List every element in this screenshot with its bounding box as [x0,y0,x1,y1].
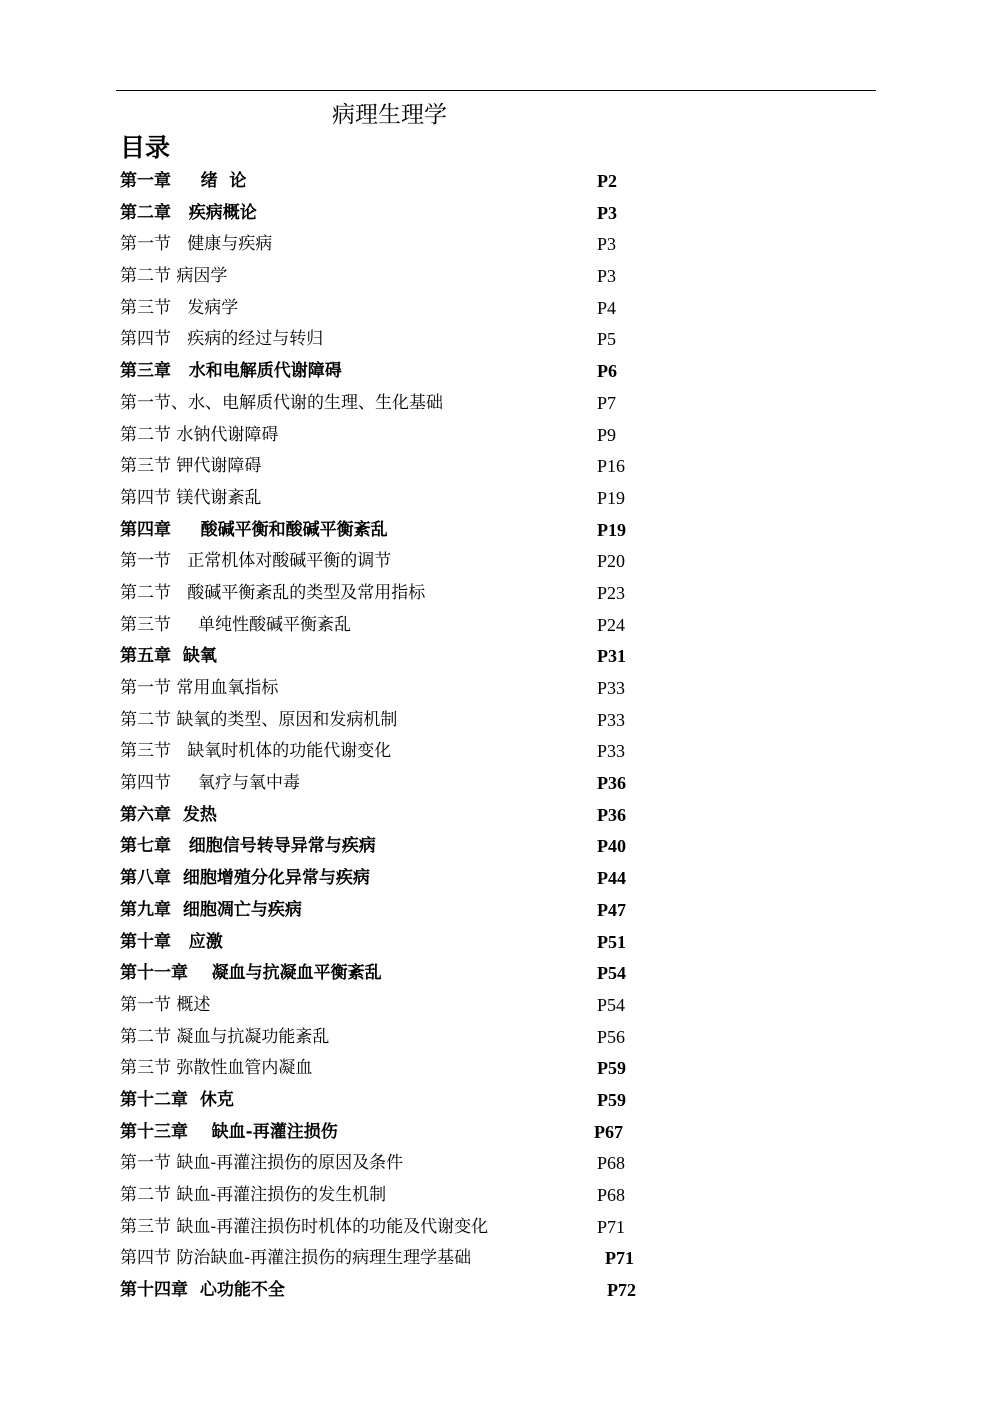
toc-entry-page: P56 [597,1026,626,1047]
toc-entry-page: P33 [597,709,626,730]
toc-entry-label: 第四节 镁代谢紊乱 [120,487,262,508]
toc-entry-page: P24 [597,614,626,635]
toc-entry-label: 第十章 应激 [120,931,223,952]
toc-section-entry [120,1148,680,1180]
toc-entry-label: 第一节 缺血-再灌注损伤的原因及条件 [120,1153,404,1174]
toc-entry-page: P23 [597,582,626,603]
toc-entry-page: P33 [597,678,626,698]
toc-entry-page: P59 [597,1058,626,1079]
toc-section-entry [120,229,680,261]
toc-section-entry [120,420,680,452]
toc-section-entry [120,990,680,1022]
toc-entry-label: 第一节 概述 [120,994,211,1015]
toc-section-entry [120,451,680,483]
toc-entry-page: P20 [597,551,626,572]
toc-entry-page: P44 [597,868,626,889]
toc-entry-page: P31 [597,646,626,667]
toc-entry-label: 第二章 疾病概论 [120,202,257,223]
toc-entry-label: 第二节 缺血-再灌注损伤的发生机制 [120,1185,387,1205]
toc-entry-page: P3 [597,202,617,223]
toc-chapter-entry [120,863,680,895]
toc-entry-label: 第三节 缺氧时机体的功能代谢变化 [120,741,392,762]
toc-entry-label: 第二节 缺氧的类型、原因和发病机制 [120,709,398,730]
toc-entry-page: P54 [597,963,626,984]
toc-entry-label: 第四章 酸碱平衡和酸碱平衡紊乱 [120,519,388,540]
toc-entry-label: 第十一章 凝血与抗凝血平衡紊乱 [120,963,382,984]
toc-chapter-entry [120,641,680,673]
document-title: 病理生理学 [332,102,447,128]
toc-chapter-entry [120,1085,680,1117]
toc-entry-label: 第一节、水、电解质代谢的生理、生化基础 [120,392,443,413]
toc-entry-page: P40 [597,836,626,857]
toc-entry-label: 第九章 细胞凋亡与疾病 [120,899,302,920]
toc-chapter-entry [120,166,680,198]
toc-entry-page: P19 [597,487,626,508]
toc-section-entry [120,293,680,325]
toc-entry-page: P6 [597,361,617,382]
toc-entry-page: P72 [607,1280,636,1301]
toc-entry-label: 第四节 疾病的经过与转归 [120,329,324,350]
toc-entry-label: 第一节 正常机体对酸碱平衡的调节 [120,551,392,572]
toc-entry-label: 第二节 水钠代谢障碍 [120,424,279,445]
toc-chapter-entry [120,356,680,388]
toc-chapter-entry [120,515,680,547]
toc-chapter-entry [120,958,680,990]
toc-heading: 目录 [120,133,171,162]
toc-entry-label: 第八章 细胞增殖分化异常与疾病 [120,868,370,889]
toc-entry-label: 第一节 常用血氧指标 [120,678,279,698]
toc-entry-page: P19 [597,519,626,540]
toc-section-entry [120,1180,680,1212]
toc-entry-label: 第二节 病因学 [120,266,228,287]
toc-entry-label: 第五章 缺氧 [120,646,217,667]
toc-entry-page: P16 [597,456,626,477]
toc-entry-page: P36 [597,773,626,794]
toc-chapter-entry [120,895,680,927]
toc-entry-page: P33 [597,741,626,762]
toc-chapter-entry [120,831,680,863]
toc-chapter-entry [120,198,680,230]
toc-section-entry [120,610,680,642]
toc-entry-page: P3 [597,234,617,255]
toc-section-entry [120,483,680,515]
toc-entry-page: P4 [597,297,617,318]
toc-section-entry [120,736,680,768]
toc-entry-page: P36 [597,804,626,825]
toc-entry-page: P68 [597,1185,626,1205]
header-rule [116,90,876,91]
table-of-contents [120,166,680,1307]
toc-entry-label: 第四节 氧疗与氧中毒 [120,773,301,794]
toc-section-entry [120,705,680,737]
toc-section-entry [120,673,680,705]
toc-chapter-entry [120,1117,680,1149]
toc-chapter-entry [120,800,680,832]
toc-section-entry [120,1243,680,1275]
toc-entry-page: P5 [597,329,617,350]
toc-section-entry [120,1022,680,1054]
toc-entry-page: P68 [597,1153,626,1174]
toc-section-entry [120,1212,680,1244]
toc-entry-label: 第四节 防治缺血-再灌注损伤的病理生理学基础 [120,1248,472,1269]
toc-entry-page: P71 [597,1216,626,1237]
toc-entry-label: 第一节 健康与疾病 [120,234,273,255]
toc-entry-label: 第一章 绪 论 [120,171,247,191]
toc-entry-label: 第三节 弥散性血管内凝血 [120,1058,313,1079]
toc-entry-page: P54 [597,994,626,1015]
toc-section-entry [120,768,680,800]
toc-entry-page: P47 [597,899,626,920]
toc-entry-page: P59 [597,1089,626,1110]
toc-entry-page: P67 [594,1121,623,1142]
toc-section-entry [120,546,680,578]
toc-entry-label: 第二节 凝血与抗凝功能紊乱 [120,1026,330,1047]
toc-entry-label: 第二节 酸碱平衡紊乱的类型及常用指标 [120,582,426,603]
toc-entry-label: 第三章 水和电解质代谢障碍 [120,361,342,382]
toc-entry-page: P2 [597,171,617,191]
toc-entry-label: 第十三章 缺血-再灌注损伤 [120,1121,338,1142]
toc-entry-page: P51 [597,931,626,952]
toc-chapter-entry [120,1275,680,1307]
toc-entry-label: 第七章 细胞信号转导异常与疾病 [120,836,376,857]
toc-section-entry [120,1053,680,1085]
toc-entry-label: 第六章 发热 [120,804,217,825]
toc-entry-label: 第三节 发病学 [120,297,239,318]
toc-entry-label: 第三节 缺血-再灌注损伤时机体的功能及代谢变化 [120,1216,489,1237]
toc-entry-label: 第十二章 休克 [120,1089,234,1110]
toc-entry-page: P9 [597,424,617,445]
toc-entry-page: P3 [597,266,617,287]
toc-entry-label: 第三节 钾代谢障碍 [120,456,262,477]
toc-entry-label: 第三节 单纯性酸碱平衡紊乱 [120,614,352,635]
toc-entry-label: 第十四章 心功能不全 [120,1280,285,1301]
toc-entry-page: P71 [605,1248,634,1269]
toc-entry-page: P7 [597,392,617,413]
toc-section-entry [120,578,680,610]
toc-section-entry [120,261,680,293]
toc-chapter-entry [120,927,680,959]
toc-section-entry [120,324,680,356]
toc-section-entry [120,388,680,420]
